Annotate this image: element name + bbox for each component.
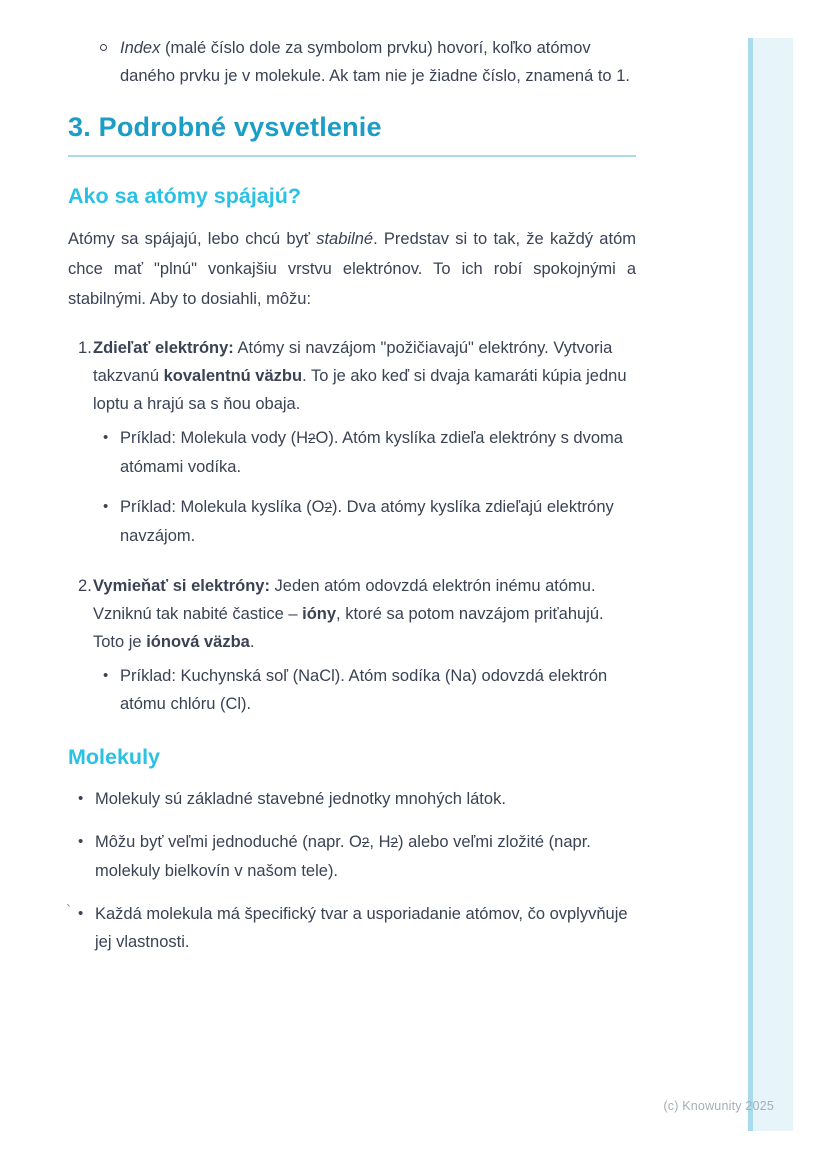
bonding-numbered-list [68, 334, 636, 718]
ordered-item-exchange-electrons [93, 572, 636, 718]
item-bold-term: kovalentnú väzbu [163, 367, 303, 385]
item-bold-lead: Vymieňať si elektróny: [93, 577, 270, 595]
bullet-text: Molekuly sú základné stavebné jednotky mnohých látok. [95, 790, 506, 808]
para-text: . Predstav si to tak, že každý atóm chce mať "plnú" vonkajšiu vrstvu elektrónov. To ich robí spokojnými a stabilnými. Aby to dosiahli, môžu: [68, 230, 636, 308]
paragraph-ako [68, 224, 636, 314]
item-text: . [249, 633, 255, 651]
list-item-molecules-2 [95, 828, 636, 885]
list-item [120, 34, 636, 90]
subscript-2: 2 [361, 835, 370, 850]
intro-bullet-list [68, 34, 636, 90]
example-text: ). Dva atómy kyslíka zdieľajú elektróny navzájom. [120, 498, 614, 545]
circle-bullet-icon [100, 44, 107, 51]
section-title-rule [68, 155, 636, 157]
bullet-text: Môžu byť veľmi jednoduché (napr. O [95, 833, 362, 851]
example-text: Príklad: Kuchynská soľ (NaCl). Atóm sodíka (Na) odovzdá elektrón atómu chlóru (Cl). [120, 667, 608, 713]
subscript-2: 2 [308, 431, 316, 446]
intro-text: (malé číslo dole za symbolom prvku) hovorí, koľko atómov daného prvku je v molekule. Ak tam nie je žiadne číslo, znamená to 1. [120, 39, 630, 85]
subsection-title-molekuly: Molekuly [68, 745, 160, 769]
bullet-text: , H [369, 833, 391, 851]
document-content [68, 34, 636, 971]
molecules-bullet-list [68, 785, 636, 956]
examples-list [93, 662, 636, 718]
example-text: O). Atóm kyslíka zdieľa elektróny s dvoma atómami vodíka. [120, 429, 623, 476]
item-text: . To je ako keď si dvaja kamaráti kúpia jednu loptu a hrajú sa s ňou obaja. [93, 367, 627, 413]
item-text: , ktoré sa potom navzájom priťahujú. Toto je [93, 605, 604, 651]
list-item-example-o2 [120, 493, 636, 550]
list-item-molecules-1 [95, 785, 636, 813]
section-title: 3. Podrobné vysvetlenie [68, 112, 382, 142]
list-item-molecules-3 [95, 900, 636, 956]
stray-backtick-character: ` [66, 902, 71, 919]
list-item-example-h2o [120, 424, 636, 481]
item-bold-term: ióny [302, 605, 337, 623]
subsection-title-ako: Ako sa atómy spájajú? [68, 184, 301, 208]
subscript-2: 2 [324, 500, 333, 515]
para-italic: stabilné [316, 230, 374, 248]
bullet-text: Každá molekula má špecifický tvar a usporiadanie atómov, čo ovplyvňuje jej vlastnosti. [95, 905, 628, 951]
item-text: Atómy si navzájom "požičiavajú" elektróny. Vytvoria takzvanú [93, 339, 613, 385]
bullet-text: ) alebo veľmi zložité (napr. molekuly bielkovín v našom tele). [95, 833, 591, 880]
ordered-item-share-electrons [93, 334, 636, 550]
example-text: Príklad: Molekula kyslíka (O [120, 498, 325, 516]
list-item-example-nacl [120, 662, 636, 718]
footer-credit: (c) Knowunity 2025 [663, 1099, 774, 1113]
item-text: Jeden atóm odovzdá elektrón inému atómu. Vzniknú tak nabité častice – [93, 577, 596, 623]
page-edge-decoration [748, 38, 793, 1131]
para-text: Atómy sa spájajú, lebo chcú byť [68, 230, 317, 248]
item-bold-lead: Zdieľať elektróny: [93, 339, 234, 357]
item-bold-term: iónová väzba [146, 633, 250, 651]
examples-list [93, 424, 636, 550]
intro-italic-lead: Index [120, 39, 161, 57]
subscript-2: 2 [390, 835, 399, 850]
example-text: Príklad: Molekula vody (H [120, 429, 308, 447]
